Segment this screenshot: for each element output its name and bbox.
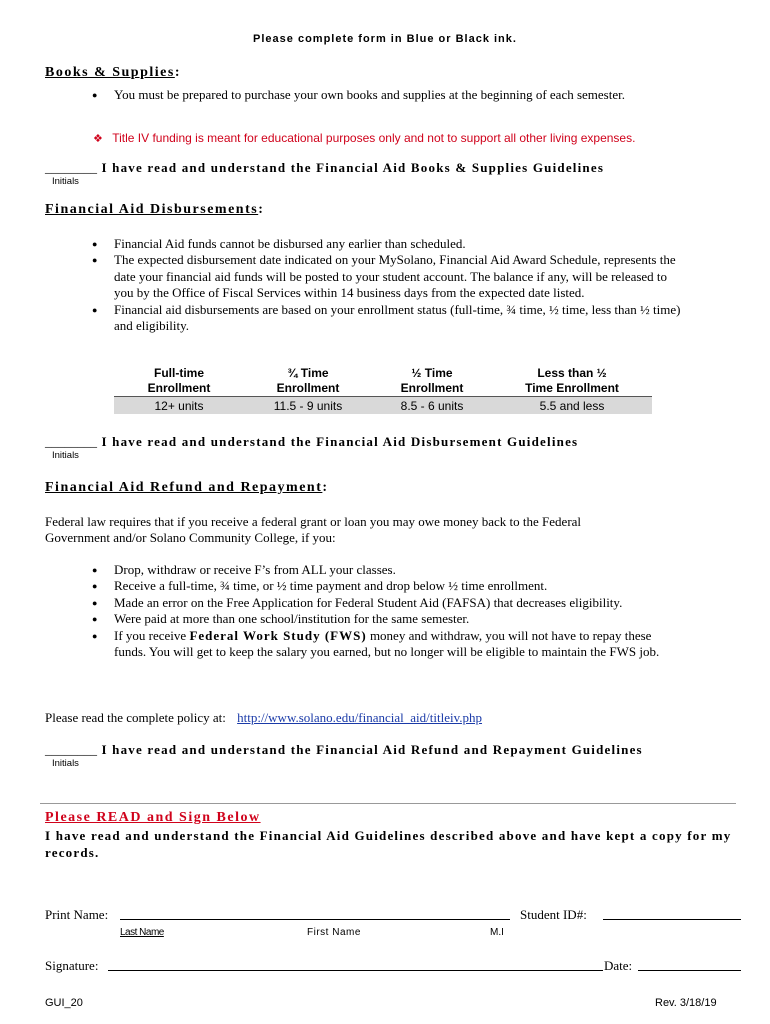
form-code: GUI_20 bbox=[45, 997, 83, 1009]
refund-bullets bbox=[114, 562, 674, 660]
refund-intro: Federal law requires that if you receive a federal grant or loan you may owe money back to the Federal Government and/or Solano Community College, if you: bbox=[45, 514, 582, 546]
list-item: ● Drop, withdraw or receive F’s from ALL your classes. bbox=[114, 562, 674, 578]
student-id-label: Student ID#: bbox=[520, 907, 587, 922]
table-header: ½ Time Enrollment bbox=[400, 366, 464, 395]
mi-caption: M.I bbox=[490, 927, 504, 938]
refund-ack-line: ________ I have read and understand the Financial Aid Refund and Repayment Guidelines bbox=[45, 742, 643, 757]
table-cell: 8.5 - 6 units bbox=[372, 397, 492, 415]
section-divider bbox=[40, 803, 736, 804]
list-item: ● Receive a full-time, ¾ time, or ½ time payment and drop below ½ time enrollment. bbox=[114, 578, 674, 594]
disbursements-heading: Financial Aid Disbursements: bbox=[45, 202, 265, 217]
books-heading: Books & Supplies: bbox=[45, 65, 181, 80]
table-row bbox=[114, 397, 652, 415]
table-cell: 5.5 and less bbox=[492, 397, 652, 415]
disbursement-bullets bbox=[114, 236, 684, 334]
books-bullets bbox=[114, 87, 674, 103]
date-label: Date: bbox=[604, 958, 633, 973]
sign-statement: I have read and understand the Financial Aid Guidelines described above and have kept a copy for my records. bbox=[45, 828, 732, 860]
initials-blank[interactable]: ________ bbox=[45, 160, 97, 175]
list-item: ● The expected disbursement date indicated on your MySolano, Financial Aid Award Schedule, represents the date your financial aid funds will be posted to your student account. The balance if any, will be released to you by the Office of Fiscal Services within 14 business days from the expected date listed. bbox=[114, 252, 684, 301]
policy-line: Please read the complete policy at: http://www.solano.edu/financial_aid/titleiv.php bbox=[45, 710, 483, 725]
table-cell: 12+ units bbox=[114, 397, 244, 415]
signature-label: Signature: bbox=[45, 958, 99, 973]
disbursement-ack-line: ________ I have read and understand the Financial Aid Disbursement Guidelines bbox=[45, 434, 579, 449]
print-name-label: Print Name: bbox=[45, 907, 109, 922]
initials-label: Initials bbox=[52, 450, 79, 461]
table-cell: 11.5 - 9 units bbox=[244, 397, 372, 415]
date-field[interactable] bbox=[638, 970, 741, 971]
sign-heading: Please READ and Sign Below bbox=[45, 810, 261, 825]
books-ack-line: ________ I have read and understand the Financial Aid Books & Supplies Guidelines bbox=[45, 160, 605, 175]
list-item: ● Made an error on the Free Application for Federal Student Aid (FAFSA) that decreases eligibility. bbox=[114, 595, 674, 611]
policy-link[interactable]: http://www.solano.edu/financial_aid/titleiv.php bbox=[237, 710, 483, 725]
first-name-caption: First Name bbox=[307, 927, 361, 938]
print-name-field[interactable] bbox=[120, 919, 510, 920]
list-item: ● You must be prepared to purchase your own books and supplies at the beginning of each semester. bbox=[114, 87, 674, 103]
last-name-caption: Last Name bbox=[120, 927, 164, 938]
initials-blank[interactable]: ________ bbox=[45, 434, 97, 449]
table-header: Less than ½ Time Enrollment bbox=[525, 366, 619, 395]
initials-label: Initials bbox=[52, 176, 79, 187]
initials-label: Initials bbox=[52, 758, 79, 769]
list-item: ● Financial aid disbursements are based on your enrollment status (full-time, ¾ time, ½ time, less than ½ time) and eligibility. bbox=[114, 302, 684, 335]
table-header: ¾ Time Enrollment bbox=[276, 366, 340, 395]
refund-heading: Financial Aid Refund and Repayment: bbox=[45, 480, 329, 495]
revision-date: Rev. 3/18/19 bbox=[655, 997, 717, 1009]
student-id-field[interactable] bbox=[603, 919, 741, 920]
list-item: ● Were paid at more than one school/institution for the same semester. bbox=[114, 611, 674, 627]
list-item: ● Financial Aid funds cannot be disbursed any earlier than scheduled. bbox=[114, 236, 684, 252]
enrollment-table bbox=[114, 364, 652, 414]
ink-instruction: Please complete form in Blue or Black ink. bbox=[253, 33, 517, 45]
table-header: Full-time Enrollment bbox=[147, 366, 211, 395]
list-item: ● If you receive Federal Work Study (FWS) money and withdraw, you will not have to repay these funds. You will get to keep the salary you earned, but no longer will be eligible to maintain the FWS job. bbox=[114, 628, 674, 661]
signature-field[interactable] bbox=[108, 970, 603, 971]
diamond-bullet-icon: ❖ bbox=[93, 133, 103, 145]
initials-blank[interactable]: ________ bbox=[45, 742, 97, 757]
title-iv-note: ❖ Title IV funding is meant for educational purposes only and not to support all other living expenses. bbox=[93, 131, 636, 145]
